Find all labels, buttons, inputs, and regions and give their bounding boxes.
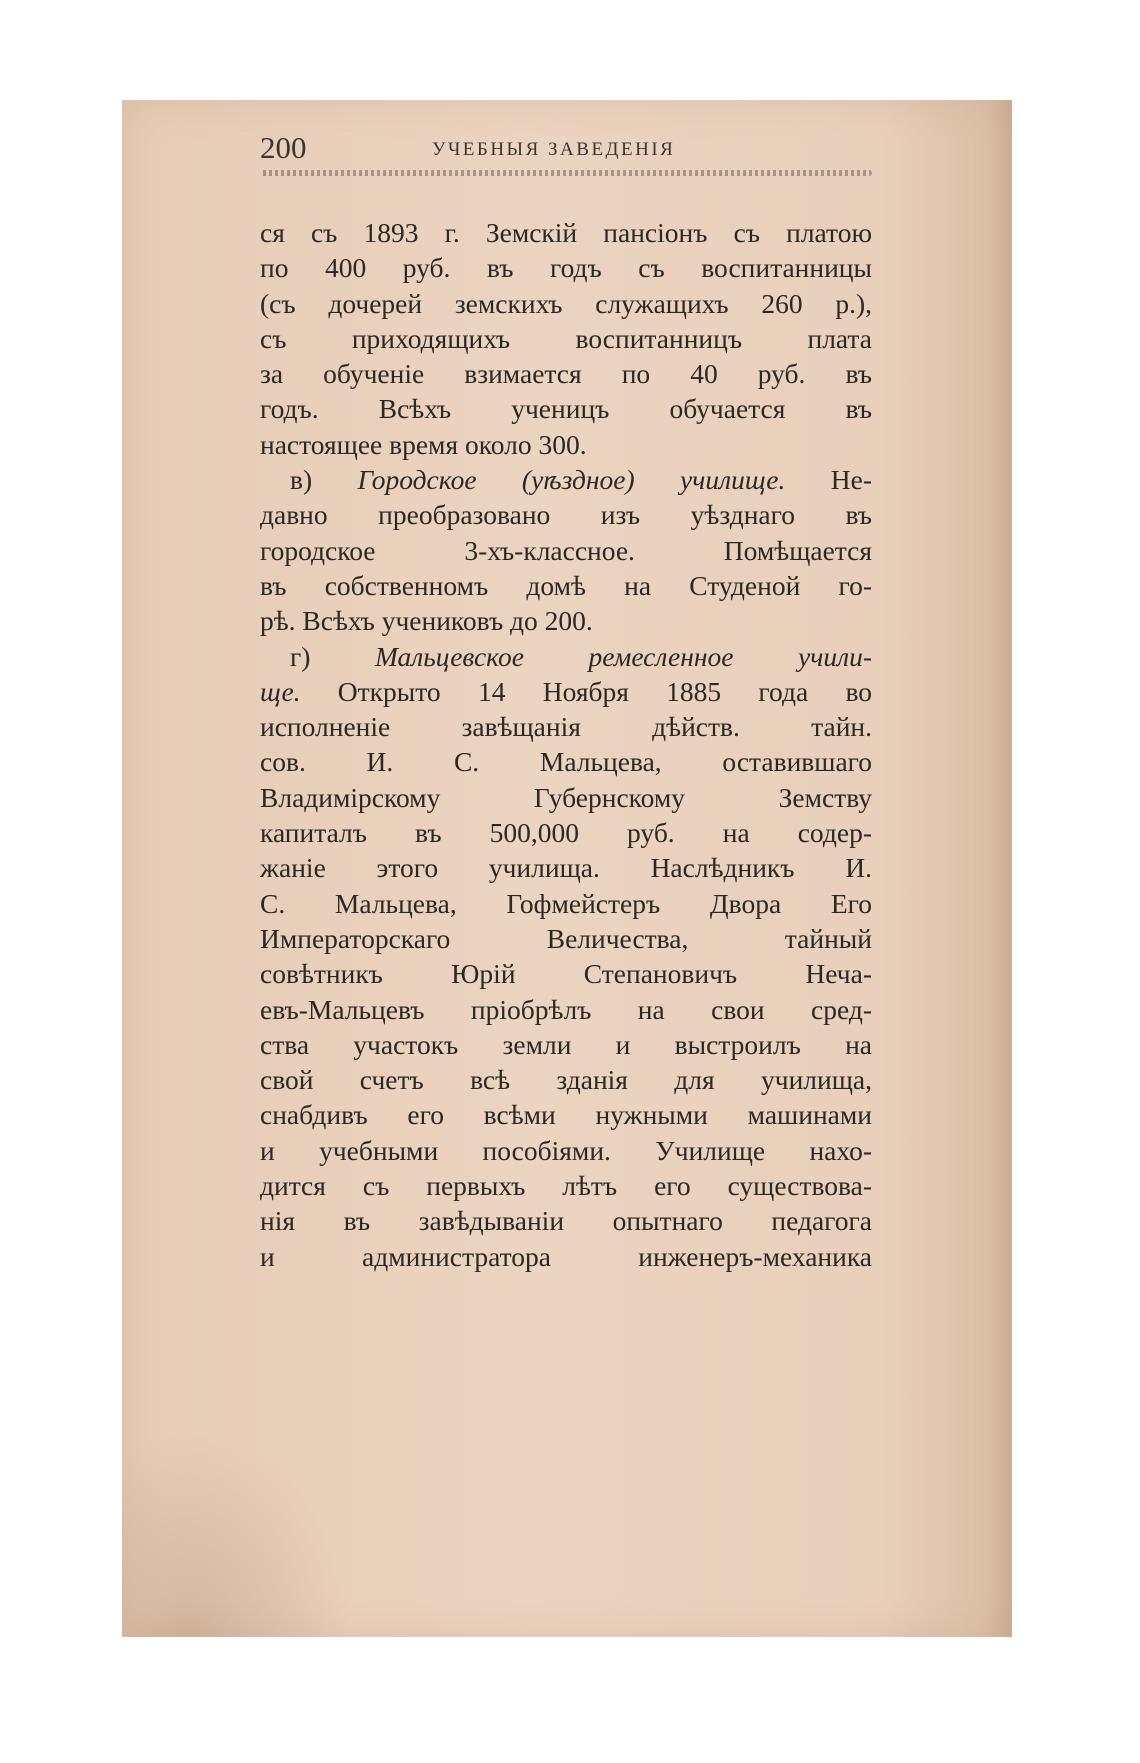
text-line: снабдивъ его всѣми нужными машинами xyxy=(260,1099,872,1131)
text-line: давно преобразовано изъ уѣзднаго въ xyxy=(260,499,872,531)
text-line: Владимірскому Губернскому Земству xyxy=(260,781,872,813)
text-line: по 400 руб. въ годъ съ воспитанницы xyxy=(260,252,872,284)
text-line: за обученіе взимается по 40 руб. въ xyxy=(260,358,872,390)
text-line: С. Мальцева, Гофмейстеръ Двора Его xyxy=(260,887,872,919)
section-marker: г) xyxy=(290,640,375,672)
text-line: городское 3-хъ-классное. Помѣщается xyxy=(260,534,872,566)
header-rule xyxy=(260,170,872,176)
text-line: нія въ завѣдываніи опытнаго педагога xyxy=(260,1205,872,1237)
text-line: настоящее время около 300. xyxy=(260,428,587,460)
text-line: ся съ 1893 г. Земскій пансіонъ съ платою xyxy=(260,217,872,248)
text-line: сов. И. С. Мальцева, оставившаго xyxy=(260,746,872,778)
section-title: Мальцевское ремесленное учили- xyxy=(374,640,872,672)
text-line: исполненіе завѣщанія дѣйств. тайн. xyxy=(260,711,872,743)
page-number: 200 xyxy=(260,130,307,165)
section-marker: в) xyxy=(290,464,358,496)
text-line: совѣтникъ Юрій Степановичъ Неча- xyxy=(260,958,872,990)
line-continuation: Не- xyxy=(785,464,872,496)
section-title: ще. xyxy=(260,675,301,707)
text-line: евъ-Мальцевъ пріобрѣлъ на свои сред- xyxy=(260,993,872,1025)
text-line: съ приходящихъ воспитанницъ плата xyxy=(260,322,872,354)
section-heading-line xyxy=(260,639,872,674)
text-line: Императорскаго Величества, тайный xyxy=(260,922,872,954)
section-title: Городское (уѣздное) училище. xyxy=(357,464,786,496)
section-heading-line xyxy=(260,674,872,709)
text-line: капиталъ въ 500,000 руб. на содер- xyxy=(260,817,872,849)
text-line: ства участокъ земли и выстроилъ на xyxy=(260,1028,872,1060)
page-header xyxy=(260,128,870,168)
text-line: въ собственномъ домѣ на Студеной го- xyxy=(260,569,872,601)
text-line: свой счетъ всѣ зданія для училища, xyxy=(260,1064,872,1096)
text-line: и учебными пособіями. Училище нахо- xyxy=(260,1134,872,1166)
section-heading-line xyxy=(260,462,872,497)
body-text xyxy=(260,215,872,1274)
running-head: УЧЕБНЫЯ ЗАВЕДЕНІЯ xyxy=(432,139,676,160)
text-line: годъ. Всѣхъ ученицъ обучается въ xyxy=(260,393,872,425)
text-line: (съ дочерей земскихъ служащихъ 260 р.), xyxy=(260,287,872,319)
page-stain xyxy=(122,1430,352,1637)
line-continuation: Открыто 14 Ноября 1885 года во xyxy=(300,675,872,707)
text-line: жаніе этого училища. Наслѣдникъ И. xyxy=(260,852,872,884)
text-line: рѣ. Всѣхъ учениковъ до 200. xyxy=(260,605,593,637)
text-line: и администратора инженеръ-механика xyxy=(260,1240,872,1272)
text-line: дится съ первыхъ лѣтъ его существова- xyxy=(260,1170,872,1202)
